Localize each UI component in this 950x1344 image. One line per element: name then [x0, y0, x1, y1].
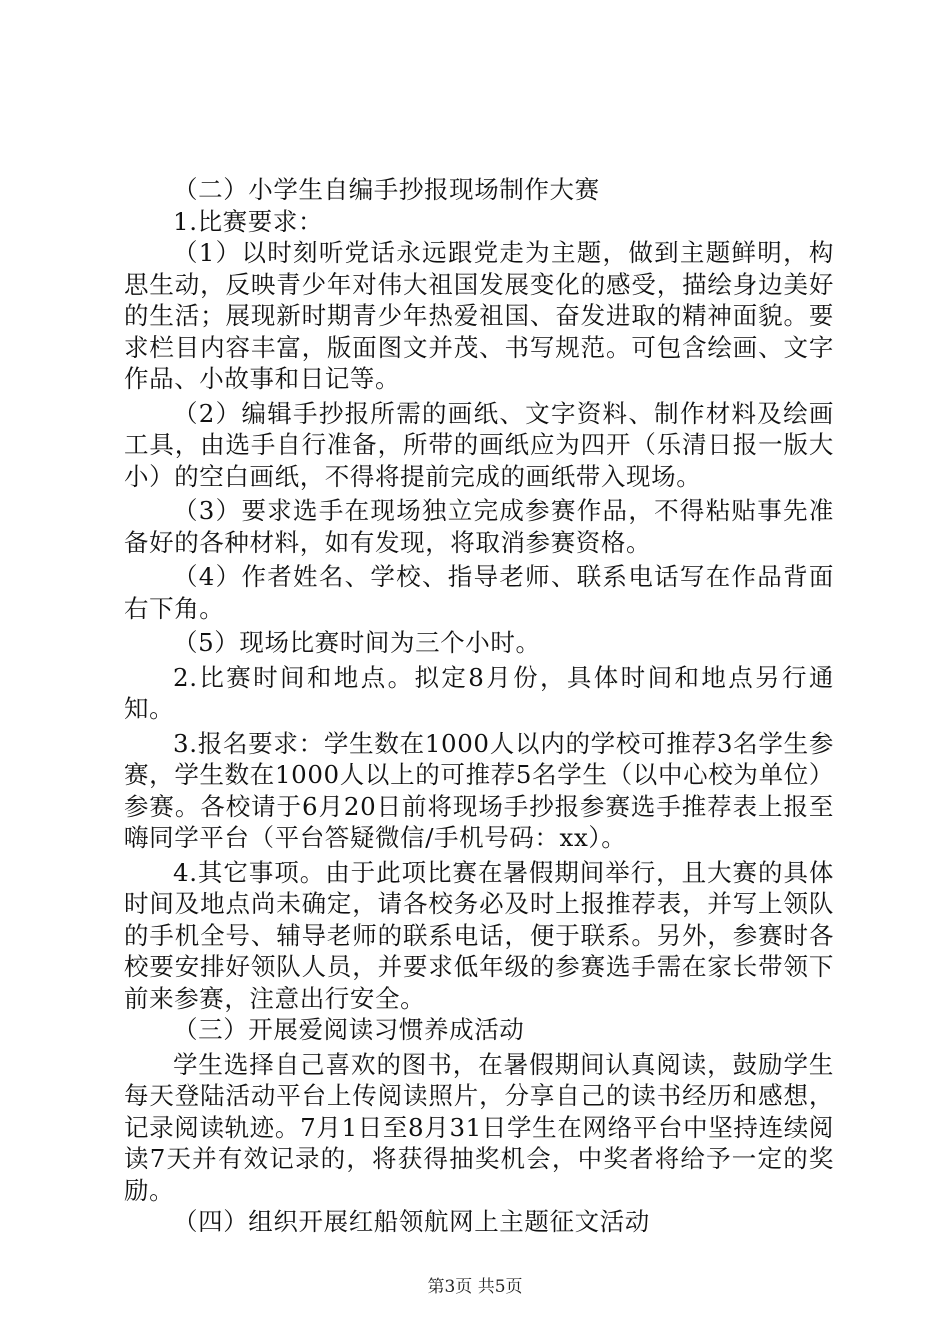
requirement-item-3: （3）要求选手在现场独立完成参赛作品，不得粘贴事先准备好的各种材料，如有发现，将取消参赛资格。 [124, 496, 834, 557]
document-body [124, 174, 834, 1238]
other-matters-paragraph: 4.其它事项。由于此项比赛在暑假期间举行，且大赛的具体时间及地点尚未确定，请各校务必及时上报推荐表，并写上领队的手机全号、辅导老师的联系电话，便于联系。另外，参赛时各校要安排好领队人员，并要求低年级的参赛选手需在家长带领下前来参赛，注意出行安全。 [124, 857, 834, 1013]
competition-requirements-heading: 1.比赛要求： [173, 206, 324, 236]
section-heading-3: （三）开展爱阅读习惯养成活动 [173, 1015, 525, 1044]
requirement-item-4: （4）作者姓名、学校、指导老师、联系电话写在作品背面右下角。 [124, 562, 834, 623]
requirement-item-1: （1）以时刻听党话永远跟党走为主题，做到主题鲜明，构思生动，反映青少年对伟大祖国发展变化的感受，描绘身边美好的生活；展现新时期青少年热爱祖国、奋发进取的精神面貌。要求栏目内容丰富，版面图文并茂、书写规范。可包含绘画、文字作品、小故事和日记等。 [124, 238, 834, 393]
requirement-item-5: （5）现场比赛时间为三个小时。 [173, 628, 541, 657]
registration-paragraph: 3.报名要求：学生数在1000人以内的学校可推荐3名学生参赛，学生数在1000人以上的可推荐5名学生（以中心校为单位）参赛。各校请于6月20日前将现场手抄报参赛选手推荐表上报至嗨同学平台（平台答疑微信/手机号码：xx）。 [124, 728, 834, 852]
page-number-footer: 第3页 共5页 [427, 1277, 523, 1297]
reading-activity-paragraph: 学生选择自己喜欢的图书，在暑假期间认真阅读，鼓励学生每天登陆活动平台上传阅读照片，分享自己的读书经历和感想，记录阅读轨迹。7月1日至8月31日学生在网络平台中坚持连续阅读7天并有效记录的，将获得抽奖机会，中奖者将给予一定的奖励。 [124, 1049, 834, 1205]
requirement-item-2: （2）编辑手抄报所需的画纸、文字资料、制作材料及绘画工具，由选手自行准备，所带的画纸应为四开（乐清日报一版大小）的空白画纸，不得将提前完成的画纸带入现场。 [124, 398, 834, 491]
section-heading-4: （四）组织开展红船领航网上主题征文活动 [173, 1207, 650, 1236]
section-heading-2: （二）小学生自编手抄报现场制作大赛 [173, 175, 600, 204]
time-and-place-paragraph: 2.比赛时间和地点。拟定8月份，具体时间和地点另行通知。 [124, 662, 834, 723]
